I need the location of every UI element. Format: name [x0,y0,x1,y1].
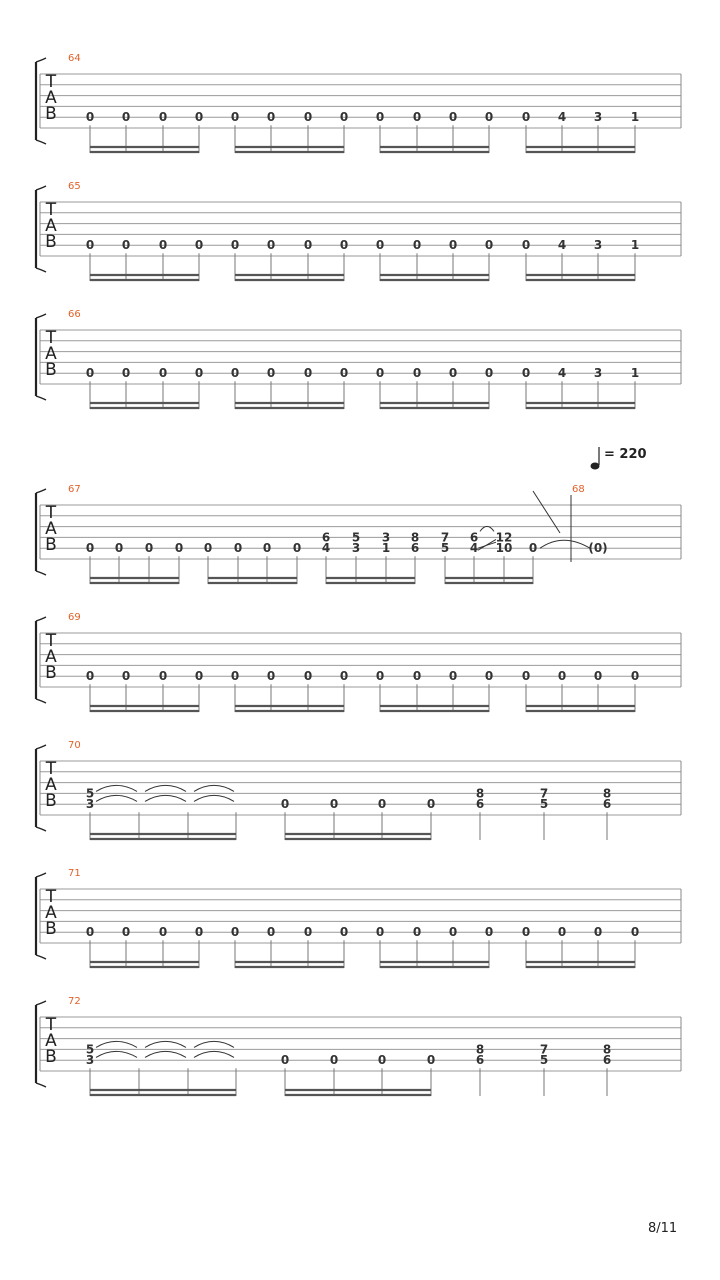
measure-number: 71 [68,868,81,879]
fret-number: 0 [266,238,276,253]
fret-number: 0 [174,541,184,556]
chord-fret-high: 8 [602,1042,612,1057]
fret-number: 8 [410,530,420,545]
fret-number: 0 [375,110,385,125]
fret-number: 0 [593,669,603,684]
bracket-hook-bottom [36,955,46,959]
fret-number: 5 [85,1042,95,1057]
fret-number: 3 [351,541,361,556]
tie-over-barline [540,540,590,548]
tie-mark [480,526,494,531]
slide-mark [478,542,496,548]
fret-number: 0 [85,366,95,381]
tie-mark [194,1041,234,1047]
fret-number: 0 [329,1053,339,1068]
fret-number: 3 [593,366,603,381]
bracket-hook-top [36,58,46,62]
measure-number: 67 [68,484,81,495]
fret-number: 0 [412,925,422,940]
fret-number: 0 [412,110,422,125]
fret-number: 0 [448,925,458,940]
fret-number: 0 [375,669,385,684]
fret-number: 5 [351,530,361,545]
fret-number: 6 [321,530,331,545]
tab-letter-a: A [45,344,57,364]
bracket-hook-top [36,186,46,190]
fret-number: 0 [484,669,494,684]
fret-number: 0 [85,925,95,940]
measure-number: 72 [68,996,81,1007]
tie-mark [96,795,137,801]
tempo-note-icon [591,463,600,470]
fret-number: 12 [495,530,513,545]
fret-number: 0 [339,366,349,381]
tab-letter-b: B [45,1047,57,1067]
fret-number: 4 [469,541,479,556]
tab-system [36,447,681,584]
fret-number: 0 [266,110,276,125]
fret-number: 0 [230,110,240,125]
bracket-hook-top [36,745,46,749]
fret-number: 1 [381,541,391,556]
fret-number: 0 [339,238,349,253]
tie-mark [145,795,186,801]
bracket-hook-bottom [36,268,46,272]
fret-number: 0 [375,238,385,253]
tie-mark [96,1041,137,1047]
tie-mark [145,785,186,791]
fret-number: 1 [630,110,640,125]
tie-mark [96,1051,137,1057]
tab-letter-b: B [45,919,57,939]
bracket-hook-bottom [36,140,46,144]
fret-number: 0 [230,669,240,684]
fret-number: 0 [280,797,290,812]
tie-mark [194,795,234,801]
tab-letter-t: T [45,72,57,92]
fret-number: 3 [381,530,391,545]
fret-number: 0 [194,238,204,253]
fret-number: 0 [426,1053,436,1068]
fret-number: 0 [158,366,168,381]
chord-fret-high: 8 [602,786,612,801]
tab-letter-a: A [45,88,57,108]
fret-number: 0 [448,366,458,381]
fret-number: 4 [557,110,567,125]
measure-number: 65 [68,181,81,192]
fret-number: 1 [630,366,640,381]
tab-system [36,309,681,409]
tie-mark [194,1051,234,1057]
fret-number: 0 [484,925,494,940]
tab-letter-a: A [45,519,57,539]
fret-number: 0 [426,797,436,812]
fret-number: 0 [85,541,95,556]
chord-fret-low: 6 [602,1053,612,1068]
tie-mark [194,785,234,791]
fret-number: 0 [339,925,349,940]
fret-number: 0 [377,1053,387,1068]
fret-number: 0 [121,925,131,940]
bracket-hook-top [36,314,46,318]
fret-number: 0 [121,238,131,253]
fret-number: 0 [158,669,168,684]
tab-letter-b: B [45,104,57,124]
tab-letter-t: T [45,1015,57,1035]
tempo-value: = 220 [604,447,647,462]
tab-letter-t: T [45,503,57,523]
fret-number: 0 [412,366,422,381]
fret-number: 0 [280,1053,290,1068]
fret-number: 3 [85,1053,95,1068]
fret-number: 0 [521,669,531,684]
bracket-hook-top [36,617,46,621]
tie-mark [96,785,137,791]
fret-number: 1 [630,238,640,253]
fret-number: 0 [233,541,243,556]
page-number: 8/11 [648,1221,678,1236]
tie-mark [145,1041,186,1047]
ghost-note: (0) [588,541,608,556]
fret-number: 0 [85,238,95,253]
fret-number: 0 [630,925,640,940]
fret-number: 0 [303,366,313,381]
tab-letter-a: A [45,775,57,795]
chord-fret-low: 6 [475,1053,485,1068]
fret-number: 0 [85,669,95,684]
fret-number: 3 [85,797,95,812]
bracket-hook-bottom [36,699,46,703]
fret-number: 0 [194,925,204,940]
fret-number: 0 [303,925,313,940]
tab-letter-t: T [45,328,57,348]
chord-fret-high: 7 [539,786,549,801]
tab-system [36,181,681,281]
fret-number: 0 [557,925,567,940]
tab-letter-a: A [45,216,57,236]
fret-number: 0 [203,541,213,556]
fret-number: 0 [121,110,131,125]
fret-number: 0 [593,925,603,940]
fret-number: 0 [448,669,458,684]
fret-number: 0 [158,238,168,253]
fret-number: 0 [484,110,494,125]
fret-number: 0 [121,366,131,381]
fret-number: 6 [410,541,420,556]
tie-mark [145,1051,186,1057]
fret-number: 3 [593,110,603,125]
fret-number: 3 [593,238,603,253]
tab-system [36,53,681,153]
tab-letter-t: T [45,887,57,907]
bracket-hook-top [36,489,46,493]
fret-number: 0 [521,366,531,381]
systems-layer [36,53,681,1096]
tab-letter-t: T [45,200,57,220]
fret-number: 0 [412,669,422,684]
bracket-hook-bottom [36,1083,46,1087]
fret-number: 0 [262,541,272,556]
fret-number: 0 [303,669,313,684]
tab-letter-a: A [45,647,57,667]
fret-number: 0 [85,110,95,125]
fret-number: 5 [440,541,450,556]
fret-number: 0 [339,669,349,684]
fret-number: 0 [412,238,422,253]
chord-fret-low: 6 [475,797,485,812]
fret-number: 7 [440,530,450,545]
bracket-hook-top [36,1001,46,1005]
fret-number: 10 [495,541,513,556]
fret-number: 0 [266,366,276,381]
tab-system [36,868,681,968]
tab-letter-a: A [45,903,57,923]
fret-number: 0 [484,238,494,253]
fret-number: 0 [230,925,240,940]
fret-number: 0 [329,797,339,812]
fret-number: 0 [292,541,302,556]
tab-letter-b: B [45,663,57,683]
chord-fret-low: 5 [539,797,549,812]
fret-number: 0 [521,238,531,253]
measure-number: 66 [68,309,81,320]
fret-number: 0 [194,366,204,381]
bracket-hook-bottom [36,571,46,575]
fret-number: 0 [375,366,385,381]
tab-letter-t: T [45,759,57,779]
fret-number: 0 [630,669,640,684]
fret-number: 4 [321,541,331,556]
measure-number: 70 [68,740,81,751]
bracket-hook-bottom [36,396,46,400]
fret-number: 0 [194,669,204,684]
tab-letter-a: A [45,1031,57,1051]
chord-fret-high: 8 [475,786,485,801]
fret-number: 0 [557,669,567,684]
tab-letter-b: B [45,791,57,811]
chord-fret-high: 8 [475,1042,485,1057]
fret-number: 0 [528,541,538,556]
fret-number: 0 [521,110,531,125]
tab-letter-b: B [45,360,57,380]
measure-number: 68 [572,484,585,495]
fret-number: 0 [158,925,168,940]
fret-number: 0 [230,366,240,381]
fret-number: 0 [484,366,494,381]
tab-letter-b: B [45,232,57,252]
fret-number: 4 [557,238,567,253]
fret-number: 0 [375,925,385,940]
fret-number: 4 [557,366,567,381]
fret-number: 0 [144,541,154,556]
fret-number: 0 [303,238,313,253]
tab-letter-t: T [45,631,57,651]
bracket-hook-top [36,873,46,877]
fret-number: 0 [194,110,204,125]
fret-number: 0 [521,925,531,940]
fret-number: 0 [158,110,168,125]
chord-fret-low: 5 [539,1053,549,1068]
fret-number: 0 [114,541,124,556]
fret-number: 0 [339,110,349,125]
fret-number: 0 [121,669,131,684]
chord-fret-high: 7 [539,1042,549,1057]
tab-system [36,996,681,1096]
fret-number: 0 [448,238,458,253]
fret-number: 0 [230,238,240,253]
fret-number: 6 [469,530,479,545]
fret-number: 0 [303,110,313,125]
measure-number: 64 [68,53,81,64]
tab-letter-b: B [45,535,57,555]
fret-number: 0 [448,110,458,125]
chord-fret-low: 6 [602,797,612,812]
tab-system [36,740,681,840]
fret-number: 0 [266,925,276,940]
fret-number: 0 [377,797,387,812]
bracket-hook-bottom [36,827,46,831]
measure-number: 69 [68,612,81,623]
fret-number: 5 [85,786,95,801]
tab-system [36,612,681,712]
fret-number: 0 [266,669,276,684]
